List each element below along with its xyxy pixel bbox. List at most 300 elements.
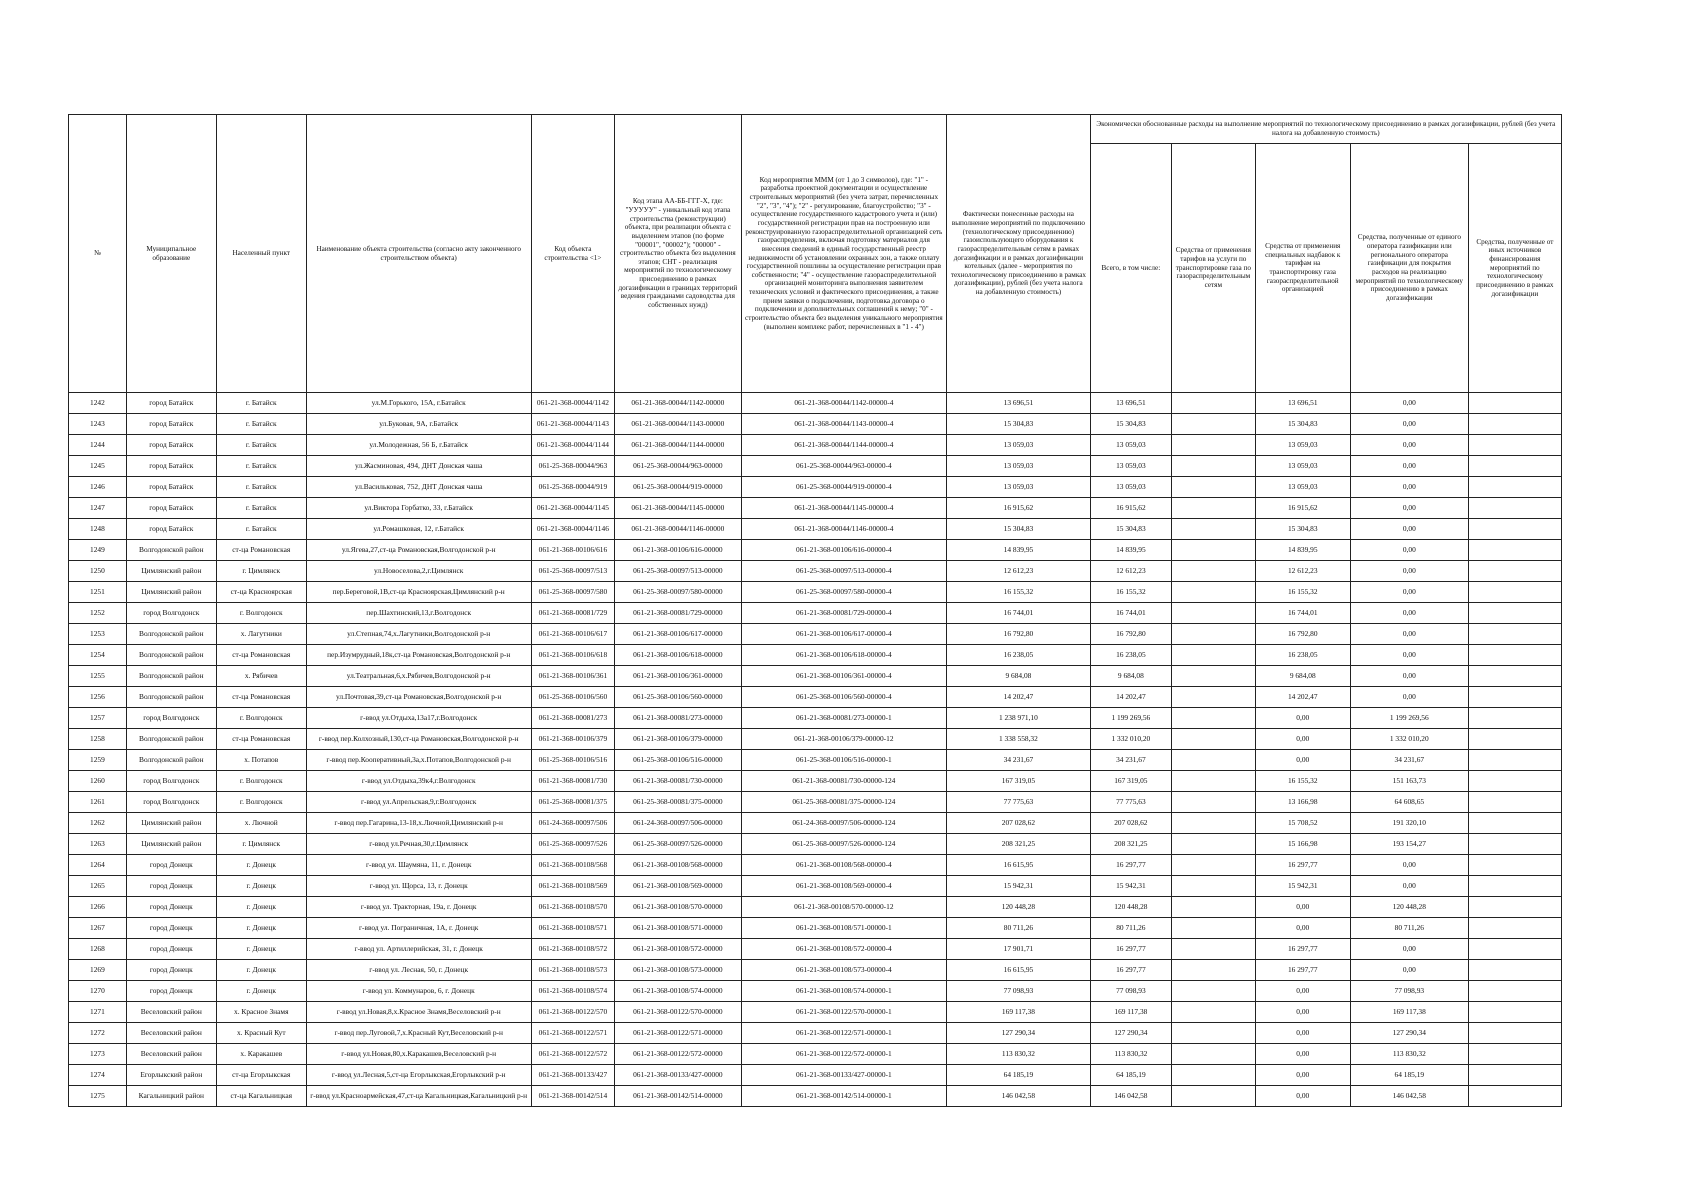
object-name-cell: г-ввод пер.Кооперативный,3а,х.Потапов,Волгодонской р-н bbox=[306, 750, 531, 771]
municipality-cell: город Донецк bbox=[126, 939, 216, 960]
actual-costs-cell: 113 830,32 bbox=[947, 1044, 1091, 1065]
special-surcharge-cell: 0,00 bbox=[1255, 729, 1350, 750]
object-code-cell: 061-21-368-00106/618 bbox=[531, 645, 615, 666]
other-sources-cell bbox=[1468, 603, 1561, 624]
total-cell: 77 775,63 bbox=[1090, 792, 1171, 813]
single-operator-cell: 0,00 bbox=[1350, 645, 1468, 666]
stage-code-cell: 061-21-368-00081/729-00000 bbox=[615, 603, 741, 624]
municipality-cell: город Донецк bbox=[126, 897, 216, 918]
col-header-settlement: Населенный пункт bbox=[216, 115, 306, 393]
actual-costs-cell: 12 612,23 bbox=[947, 561, 1091, 582]
special-surcharge-cell: 16 155,32 bbox=[1255, 582, 1350, 603]
special-surcharge-cell: 12 612,23 bbox=[1255, 561, 1350, 582]
dogasification-register-table bbox=[68, 114, 1562, 1107]
tariff-transport-cell bbox=[1172, 477, 1256, 498]
table-row bbox=[69, 834, 1562, 855]
object-code-cell: 061-21-368-00044/1142 bbox=[531, 393, 615, 414]
col-header-single-operator: Средства, полученные от единого оператора газификации или регионального оператора газификации для покрытия расходов на реализацию мероприятий по технологическому присоединению в рамках догазификации bbox=[1350, 144, 1468, 393]
stage-code-cell: 061-21-368-00044/1145-00000 bbox=[615, 498, 741, 519]
tariff-transport-cell bbox=[1172, 435, 1256, 456]
total-cell: 34 231,67 bbox=[1090, 750, 1171, 771]
table-row bbox=[69, 1086, 1562, 1107]
municipality-cell: город Батайск bbox=[126, 519, 216, 540]
row-number-cell: 1250 bbox=[69, 561, 127, 582]
actual-costs-cell: 120 448,28 bbox=[947, 897, 1091, 918]
event-code-cell: 061-21-368-00081/730-00000-124 bbox=[741, 771, 947, 792]
stage-code-cell: 061-21-368-00122/571-00000 bbox=[615, 1023, 741, 1044]
object-code-cell: 061-21-368-00108/568 bbox=[531, 855, 615, 876]
settlement-cell: х. Красное Знамя bbox=[216, 1002, 306, 1023]
stage-code-cell: 061-21-368-00108/569-00000 bbox=[615, 876, 741, 897]
table-row bbox=[69, 666, 1562, 687]
municipality-cell: Веселовский район bbox=[126, 1023, 216, 1044]
total-cell: 1 199 269,56 bbox=[1090, 708, 1171, 729]
stage-code-cell: 061-21-368-00108/570-00000 bbox=[615, 897, 741, 918]
stage-code-cell: 061-25-368-00106/560-00000 bbox=[615, 687, 741, 708]
single-operator-cell: 0,00 bbox=[1350, 582, 1468, 603]
single-operator-cell: 0,00 bbox=[1350, 477, 1468, 498]
settlement-cell: г. Волгодонск bbox=[216, 792, 306, 813]
actual-costs-cell: 77 098,93 bbox=[947, 981, 1091, 1002]
settlement-cell: х. Потапов bbox=[216, 750, 306, 771]
object-code-cell: 061-21-368-00122/570 bbox=[531, 1002, 615, 1023]
table-row bbox=[69, 687, 1562, 708]
row-number-cell: 1248 bbox=[69, 519, 127, 540]
other-sources-cell bbox=[1468, 624, 1561, 645]
other-sources-cell bbox=[1468, 477, 1561, 498]
stage-code-cell: 061-25-368-00097/580-00000 bbox=[615, 582, 741, 603]
total-cell: 16 744,01 bbox=[1090, 603, 1171, 624]
object-code-cell: 061-21-368-00133/427 bbox=[531, 1065, 615, 1086]
event-code-cell: 061-21-368-00044/1145-00000-4 bbox=[741, 498, 947, 519]
tariff-transport-cell bbox=[1172, 750, 1256, 771]
col-header-tariff-transport: Средства от применения тарифов на услуги по транспортировке газа по газораспределительным сетям bbox=[1172, 144, 1256, 393]
stage-code-cell: 061-21-368-00106/616-00000 bbox=[615, 540, 741, 561]
stage-code-cell: 061-25-368-00106/516-00000 bbox=[615, 750, 741, 771]
event-code-cell: 061-21-368-00081/273-00000-1 bbox=[741, 708, 947, 729]
tariff-transport-cell bbox=[1172, 813, 1256, 834]
actual-costs-cell: 1 238 971,10 bbox=[947, 708, 1091, 729]
object-name-cell: ул.Жасминовая, 494, ДНТ Донская чаша bbox=[306, 456, 531, 477]
stage-code-cell: 061-21-368-00108/568-00000 bbox=[615, 855, 741, 876]
object-code-cell: 061-21-368-00044/1143 bbox=[531, 414, 615, 435]
total-cell: 80 711,26 bbox=[1090, 918, 1171, 939]
total-cell: 169 117,38 bbox=[1090, 1002, 1171, 1023]
other-sources-cell bbox=[1468, 855, 1561, 876]
other-sources-cell bbox=[1468, 960, 1561, 981]
row-number-cell: 1272 bbox=[69, 1023, 127, 1044]
event-code-cell: 061-21-368-00122/571-00000-1 bbox=[741, 1023, 947, 1044]
stage-code-cell: 061-21-368-00044/1142-00000 bbox=[615, 393, 741, 414]
other-sources-cell bbox=[1468, 687, 1561, 708]
tariff-transport-cell bbox=[1172, 771, 1256, 792]
row-number-cell: 1242 bbox=[69, 393, 127, 414]
tariff-transport-cell bbox=[1172, 729, 1256, 750]
single-operator-cell: 113 830,32 bbox=[1350, 1044, 1468, 1065]
other-sources-cell bbox=[1468, 645, 1561, 666]
table-body bbox=[69, 393, 1562, 1107]
object-name-cell: ул.Ромашковая, 12, г.Батайск bbox=[306, 519, 531, 540]
row-number-cell: 1274 bbox=[69, 1065, 127, 1086]
object-name-cell: ул.Новоселова,2,г.Цимлянск bbox=[306, 561, 531, 582]
row-number-cell: 1275 bbox=[69, 1086, 127, 1107]
settlement-cell: г. Батайск bbox=[216, 519, 306, 540]
settlement-cell: ст-ца Романовская bbox=[216, 687, 306, 708]
stage-code-cell: 061-25-368-00044/963-00000 bbox=[615, 456, 741, 477]
special-surcharge-cell: 16 744,01 bbox=[1255, 603, 1350, 624]
table-row bbox=[69, 540, 1562, 561]
object-name-cell: г-ввод ул. Шаумяна, 11, г. Донецк bbox=[306, 855, 531, 876]
event-code-cell: 061-21-368-00142/514-00000-1 bbox=[741, 1086, 947, 1107]
other-sources-cell bbox=[1468, 1065, 1561, 1086]
single-operator-cell: 120 448,28 bbox=[1350, 897, 1468, 918]
settlement-cell: х. Каракашев bbox=[216, 1044, 306, 1065]
actual-costs-cell: 13 059,03 bbox=[947, 456, 1091, 477]
table-row bbox=[69, 603, 1562, 624]
tariff-transport-cell bbox=[1172, 981, 1256, 1002]
tariff-transport-cell bbox=[1172, 645, 1256, 666]
object-name-cell: г-ввод ул. Пограничная, 1А, г. Донецк bbox=[306, 918, 531, 939]
settlement-cell: г. Волгодонск bbox=[216, 708, 306, 729]
object-code-cell: 061-25-368-00097/580 bbox=[531, 582, 615, 603]
object-code-cell: 061-25-368-00097/526 bbox=[531, 834, 615, 855]
single-operator-cell: 151 163,73 bbox=[1350, 771, 1468, 792]
total-cell: 113 830,32 bbox=[1090, 1044, 1171, 1065]
other-sources-cell bbox=[1468, 498, 1561, 519]
actual-costs-cell: 15 304,83 bbox=[947, 414, 1091, 435]
object-code-cell: 061-21-368-00106/616 bbox=[531, 540, 615, 561]
row-number-cell: 1259 bbox=[69, 750, 127, 771]
object-name-cell: г-ввод ул.Новая,8,х.Красное Знамя,Веселовский р-н bbox=[306, 1002, 531, 1023]
table-row bbox=[69, 981, 1562, 1002]
tariff-transport-cell bbox=[1172, 519, 1256, 540]
row-number-cell: 1269 bbox=[69, 960, 127, 981]
municipality-cell: город Донецк bbox=[126, 876, 216, 897]
row-number-cell: 1267 bbox=[69, 918, 127, 939]
row-number-cell: 1252 bbox=[69, 603, 127, 624]
municipality-cell: Цимлянский район bbox=[126, 834, 216, 855]
row-number-cell: 1271 bbox=[69, 1002, 127, 1023]
other-sources-cell bbox=[1468, 435, 1561, 456]
row-number-cell: 1268 bbox=[69, 939, 127, 960]
special-surcharge-cell: 0,00 bbox=[1255, 897, 1350, 918]
single-operator-cell: 0,00 bbox=[1350, 876, 1468, 897]
other-sources-cell bbox=[1468, 918, 1561, 939]
special-surcharge-cell: 15 166,98 bbox=[1255, 834, 1350, 855]
single-operator-cell: 1 332 010,20 bbox=[1350, 729, 1468, 750]
object-code-cell: 061-21-368-00044/1145 bbox=[531, 498, 615, 519]
tariff-transport-cell bbox=[1172, 939, 1256, 960]
actual-costs-cell: 15 304,83 bbox=[947, 519, 1091, 540]
object-name-cell: ул.Буковая, 9А, г.Батайск bbox=[306, 414, 531, 435]
actual-costs-cell: 15 942,31 bbox=[947, 876, 1091, 897]
tariff-transport-cell bbox=[1172, 876, 1256, 897]
object-name-cell: г-ввод ул.Речная,30,г.Цимлянск bbox=[306, 834, 531, 855]
municipality-cell: Кагальницкий район bbox=[126, 1086, 216, 1107]
special-surcharge-cell: 0,00 bbox=[1255, 750, 1350, 771]
total-cell: 13 059,03 bbox=[1090, 435, 1171, 456]
total-cell: 208 321,25 bbox=[1090, 834, 1171, 855]
object-name-cell: г-ввод ул.Лесная,5,ст-ца Егорлыкская,Егорлыкский р-н bbox=[306, 1065, 531, 1086]
single-operator-cell: 77 098,93 bbox=[1350, 981, 1468, 1002]
tariff-transport-cell bbox=[1172, 792, 1256, 813]
stage-code-cell: 061-21-368-00044/1144-00000 bbox=[615, 435, 741, 456]
event-code-cell: 061-21-368-00108/572-00000-4 bbox=[741, 939, 947, 960]
stage-code-cell: 061-21-368-00106/618-00000 bbox=[615, 645, 741, 666]
event-code-cell: 061-21-368-00122/570-00000-1 bbox=[741, 1002, 947, 1023]
stage-code-cell: 061-21-368-00044/1146-00000 bbox=[615, 519, 741, 540]
actual-costs-cell: 16 615,95 bbox=[947, 960, 1091, 981]
other-sources-cell bbox=[1468, 561, 1561, 582]
row-number-cell: 1265 bbox=[69, 876, 127, 897]
special-surcharge-cell: 16 792,80 bbox=[1255, 624, 1350, 645]
total-cell: 16 297,77 bbox=[1090, 960, 1171, 981]
tariff-transport-cell bbox=[1172, 834, 1256, 855]
col-header-num: № bbox=[69, 115, 127, 393]
actual-costs-cell: 146 042,58 bbox=[947, 1086, 1091, 1107]
special-surcharge-cell: 13 059,03 bbox=[1255, 435, 1350, 456]
total-cell: 15 304,83 bbox=[1090, 414, 1171, 435]
actual-costs-cell: 169 117,38 bbox=[947, 1002, 1091, 1023]
event-code-cell: 061-21-368-00108/573-00000-4 bbox=[741, 960, 947, 981]
settlement-cell: г. Цимлянск bbox=[216, 561, 306, 582]
row-number-cell: 1255 bbox=[69, 666, 127, 687]
actual-costs-cell: 17 901,71 bbox=[947, 939, 1091, 960]
col-header-stage-code: Код этапа АА-ББ-ГГГ-Х, где: "УУУУУ" - уникальный код этапа строительства (реконструкции) объекта, при реализации объекта с выделением этапов (по форме "00001", "00002"); "00000" - строительство объекта без выделения этапов; СНТ - реализация мероприятий по технологическому присоединению в рамках догазификации в границах территорий ведения гражданами садоводства для собственных нужд) bbox=[615, 115, 741, 393]
municipality-cell: город Волгодонск bbox=[126, 792, 216, 813]
object-name-cell: пер.Изумрудный,18к,ст-ца Романовская,Волгодонской р-н bbox=[306, 645, 531, 666]
other-sources-cell bbox=[1468, 1044, 1561, 1065]
single-operator-cell: 191 320,10 bbox=[1350, 813, 1468, 834]
single-operator-cell: 0,00 bbox=[1350, 393, 1468, 414]
tariff-transport-cell bbox=[1172, 456, 1256, 477]
object-name-cell: г-ввод пер.Колхозный,130,ст-ца Романовская,Волгодонской р-н bbox=[306, 729, 531, 750]
event-code-cell: 061-21-368-00106/361-00000-4 bbox=[741, 666, 947, 687]
row-number-cell: 1260 bbox=[69, 771, 127, 792]
object-name-cell: г-ввод ул.Красноармейская,47,ст-ца Кагальницкая,Кагальницкий р-н bbox=[306, 1086, 531, 1107]
actual-costs-cell: 16 615,95 bbox=[947, 855, 1091, 876]
total-cell: 16 297,77 bbox=[1090, 939, 1171, 960]
event-code-cell: 061-21-368-00108/571-00000-1 bbox=[741, 918, 947, 939]
object-name-cell: ул.Ягева,27,ст-ца Романовская,Волгодонской р-н bbox=[306, 540, 531, 561]
single-operator-cell: 0,00 bbox=[1350, 414, 1468, 435]
total-cell: 16 792,80 bbox=[1090, 624, 1171, 645]
row-number-cell: 1264 bbox=[69, 855, 127, 876]
row-number-cell: 1256 bbox=[69, 687, 127, 708]
single-operator-cell: 80 711,26 bbox=[1350, 918, 1468, 939]
object-code-cell: 061-25-368-00081/375 bbox=[531, 792, 615, 813]
other-sources-cell bbox=[1468, 393, 1561, 414]
event-code-cell: 061-21-368-00081/729-00000-4 bbox=[741, 603, 947, 624]
event-code-cell: 061-21-368-00044/1143-00000-4 bbox=[741, 414, 947, 435]
total-cell: 64 185,19 bbox=[1090, 1065, 1171, 1086]
object-code-cell: 061-21-368-00044/1144 bbox=[531, 435, 615, 456]
tariff-transport-cell bbox=[1172, 603, 1256, 624]
object-code-cell: 061-25-368-00044/963 bbox=[531, 456, 615, 477]
row-number-cell: 1244 bbox=[69, 435, 127, 456]
municipality-cell: Веселовский район bbox=[126, 1002, 216, 1023]
row-number-cell: 1253 bbox=[69, 624, 127, 645]
event-code-cell: 061-21-368-00106/379-00000-12 bbox=[741, 729, 947, 750]
total-cell: 16 238,05 bbox=[1090, 645, 1171, 666]
municipality-cell: Волгодонской район bbox=[126, 666, 216, 687]
total-cell: 14 839,95 bbox=[1090, 540, 1171, 561]
actual-costs-cell: 13 059,03 bbox=[947, 435, 1091, 456]
municipality-cell: город Донецк bbox=[126, 855, 216, 876]
other-sources-cell bbox=[1468, 981, 1561, 1002]
object-code-cell: 061-25-368-00106/560 bbox=[531, 687, 615, 708]
event-code-cell: 061-25-368-00106/516-00000-1 bbox=[741, 750, 947, 771]
other-sources-cell bbox=[1468, 540, 1561, 561]
col-header-total: Всего, в том числе: bbox=[1090, 144, 1171, 393]
row-number-cell: 1247 bbox=[69, 498, 127, 519]
table-row bbox=[69, 960, 1562, 981]
settlement-cell: х. Лючной bbox=[216, 813, 306, 834]
actual-costs-cell: 1 338 558,32 bbox=[947, 729, 1091, 750]
actual-costs-cell: 13 059,03 bbox=[947, 477, 1091, 498]
tariff-transport-cell bbox=[1172, 1065, 1256, 1086]
stage-code-cell: 061-21-368-00081/273-00000 bbox=[615, 708, 741, 729]
tariff-transport-cell bbox=[1172, 582, 1256, 603]
object-name-cell: г-ввод ул.Апрельская,9,г.Волгодонск bbox=[306, 792, 531, 813]
settlement-cell: г. Донецк bbox=[216, 855, 306, 876]
other-sources-cell bbox=[1468, 939, 1561, 960]
actual-costs-cell: 34 231,67 bbox=[947, 750, 1091, 771]
object-code-cell: 061-21-368-00108/570 bbox=[531, 897, 615, 918]
stage-code-cell: 061-21-368-00142/514-00000 bbox=[615, 1086, 741, 1107]
stage-code-cell: 061-21-368-00122/570-00000 bbox=[615, 1002, 741, 1023]
total-cell: 127 290,34 bbox=[1090, 1023, 1171, 1044]
other-sources-cell bbox=[1468, 813, 1561, 834]
special-surcharge-cell: 13 059,03 bbox=[1255, 456, 1350, 477]
single-operator-cell: 127 290,34 bbox=[1350, 1023, 1468, 1044]
special-surcharge-cell: 0,00 bbox=[1255, 918, 1350, 939]
event-code-cell: 061-25-368-00044/963-00000-4 bbox=[741, 456, 947, 477]
event-code-cell: 061-21-368-00108/568-00000-4 bbox=[741, 855, 947, 876]
single-operator-cell: 0,00 bbox=[1350, 519, 1468, 540]
row-number-cell: 1245 bbox=[69, 456, 127, 477]
object-code-cell: 061-25-368-00106/516 bbox=[531, 750, 615, 771]
object-name-cell: пер.Береговой,1В,ст-ца Красноярская,Цимлянский р-н bbox=[306, 582, 531, 603]
actual-costs-cell: 16 744,01 bbox=[947, 603, 1091, 624]
event-code-cell: 061-24-368-00097/506-00000-124 bbox=[741, 813, 947, 834]
special-surcharge-cell: 13 696,51 bbox=[1255, 393, 1350, 414]
object-code-cell: 061-21-368-00122/571 bbox=[531, 1023, 615, 1044]
special-surcharge-cell: 15 304,83 bbox=[1255, 414, 1350, 435]
total-cell: 15 304,83 bbox=[1090, 519, 1171, 540]
table-row bbox=[69, 939, 1562, 960]
object-name-cell: ул.Васильковая, 752, ДНТ Донская чаша bbox=[306, 477, 531, 498]
row-number-cell: 1270 bbox=[69, 981, 127, 1002]
tariff-transport-cell bbox=[1172, 666, 1256, 687]
object-name-cell: ул.Виктора Горбатко, 33, г.Батайск bbox=[306, 498, 531, 519]
event-code-cell: 061-21-368-00106/618-00000-4 bbox=[741, 645, 947, 666]
event-code-cell: 061-25-368-00097/513-00000-4 bbox=[741, 561, 947, 582]
stage-code-cell: 061-21-368-00081/730-00000 bbox=[615, 771, 741, 792]
event-code-cell: 061-21-368-00122/572-00000-1 bbox=[741, 1044, 947, 1065]
special-surcharge-cell: 16 297,77 bbox=[1255, 939, 1350, 960]
table-row bbox=[69, 1065, 1562, 1086]
event-code-cell: 061-21-368-00106/617-00000-4 bbox=[741, 624, 947, 645]
event-code-cell: 061-21-368-00108/574-00000-1 bbox=[741, 981, 947, 1002]
event-code-cell: 061-25-368-00081/375-00000-124 bbox=[741, 792, 947, 813]
other-sources-cell bbox=[1468, 750, 1561, 771]
single-operator-cell: 0,00 bbox=[1350, 603, 1468, 624]
tariff-transport-cell bbox=[1172, 855, 1256, 876]
table-row bbox=[69, 1002, 1562, 1023]
tariff-transport-cell bbox=[1172, 498, 1256, 519]
col-header-object-name: Наименование объекта строительства (согласно акту законченного строительством объекта) bbox=[306, 115, 531, 393]
single-operator-cell: 0,00 bbox=[1350, 456, 1468, 477]
settlement-cell: г. Волгодонск bbox=[216, 771, 306, 792]
table-row bbox=[69, 582, 1562, 603]
special-surcharge-cell: 15 708,52 bbox=[1255, 813, 1350, 834]
single-operator-cell: 0,00 bbox=[1350, 939, 1468, 960]
total-cell: 167 319,05 bbox=[1090, 771, 1171, 792]
col-header-special-surcharge: Средства от применения специальных надбавок к тарифам на транспортировку газа газораспределительной организацией bbox=[1255, 144, 1350, 393]
actual-costs-cell: 14 839,95 bbox=[947, 540, 1091, 561]
municipality-cell: Волгодонской район bbox=[126, 750, 216, 771]
single-operator-cell: 0,00 bbox=[1350, 960, 1468, 981]
settlement-cell: г. Батайск bbox=[216, 414, 306, 435]
settlement-cell: г. Донецк bbox=[216, 981, 306, 1002]
table-row bbox=[69, 1023, 1562, 1044]
table-row bbox=[69, 624, 1562, 645]
object-name-cell: г-ввод ул.Отдыха,39к4,г.Волгодонск bbox=[306, 771, 531, 792]
settlement-cell: г. Батайск bbox=[216, 498, 306, 519]
row-number-cell: 1246 bbox=[69, 477, 127, 498]
actual-costs-cell: 16 238,05 bbox=[947, 645, 1091, 666]
table-row bbox=[69, 477, 1562, 498]
municipality-cell: Веселовский район bbox=[126, 1044, 216, 1065]
col-header-event-code: Код мероприятия МММ (от 1 до 3 символов), где: "1" - разработка проектной документации и осуществление строительных мероприятий (без учета затрат, перечисленных "2", "3", "4"); "2" - регулирование, благоустройство; "3" - осуществление государственного кадастрового учета и (или) государственной регистрации прав на построенную или реконструированную газораспределительной организацией сеть газораспределения, включая подготовку материалов для внесения сведений в единый государственный реестр недвижимости об установлении охранных зон, а также оплату государственной пошлины за осуществление регистрации прав собственности; "4" - осуществление газораспределительной организацией мониторинга выполнения заявителем технических условий и фактического присоединения, а также прием заявки о подключении, подготовка договора о подключении и дополнительных соглашений к нему; "0" - строительство объекта без выделения уникального мероприятия (выполнен комплекс работ, перечисленных в "1 - 4") bbox=[741, 115, 947, 393]
tariff-transport-cell bbox=[1172, 708, 1256, 729]
table-row bbox=[69, 729, 1562, 750]
table-row bbox=[69, 456, 1562, 477]
actual-costs-cell: 127 290,34 bbox=[947, 1023, 1091, 1044]
event-code-cell: 061-25-368-00097/580-00000-4 bbox=[741, 582, 947, 603]
actual-costs-cell: 13 696,51 bbox=[947, 393, 1091, 414]
col-header-object-code: Код объекта строительства <1> bbox=[531, 115, 615, 393]
other-sources-cell bbox=[1468, 1086, 1561, 1107]
municipality-cell: Егорлыкский район bbox=[126, 1065, 216, 1086]
municipality-cell: город Волгодонск bbox=[126, 771, 216, 792]
event-code-cell: 061-21-368-00044/1146-00000-4 bbox=[741, 519, 947, 540]
special-surcharge-cell: 0,00 bbox=[1255, 1044, 1350, 1065]
actual-costs-cell: 16 155,32 bbox=[947, 582, 1091, 603]
settlement-cell: г. Батайск bbox=[216, 477, 306, 498]
row-number-cell: 1266 bbox=[69, 897, 127, 918]
single-operator-cell: 0,00 bbox=[1350, 561, 1468, 582]
col-header-municipality: Муниципальное образование bbox=[126, 115, 216, 393]
row-number-cell: 1257 bbox=[69, 708, 127, 729]
row-number-cell: 1263 bbox=[69, 834, 127, 855]
table-row bbox=[69, 771, 1562, 792]
total-cell: 14 202,47 bbox=[1090, 687, 1171, 708]
municipality-cell: Цимлянский район bbox=[126, 813, 216, 834]
other-sources-cell bbox=[1468, 456, 1561, 477]
stage-code-cell: 061-21-368-00044/1143-00000 bbox=[615, 414, 741, 435]
other-sources-cell bbox=[1468, 729, 1561, 750]
settlement-cell: г. Батайск bbox=[216, 456, 306, 477]
municipality-cell: Волгодонской район bbox=[126, 729, 216, 750]
tariff-transport-cell bbox=[1172, 414, 1256, 435]
object-name-cell: ул.Театральная,6,х.Рябичев,Волгодонской р-н bbox=[306, 666, 531, 687]
settlement-cell: г. Цимлянск bbox=[216, 834, 306, 855]
event-code-cell: 061-25-368-00044/919-00000-4 bbox=[741, 477, 947, 498]
single-operator-cell: 193 154,27 bbox=[1350, 834, 1468, 855]
municipality-cell: Волгодонской район bbox=[126, 540, 216, 561]
